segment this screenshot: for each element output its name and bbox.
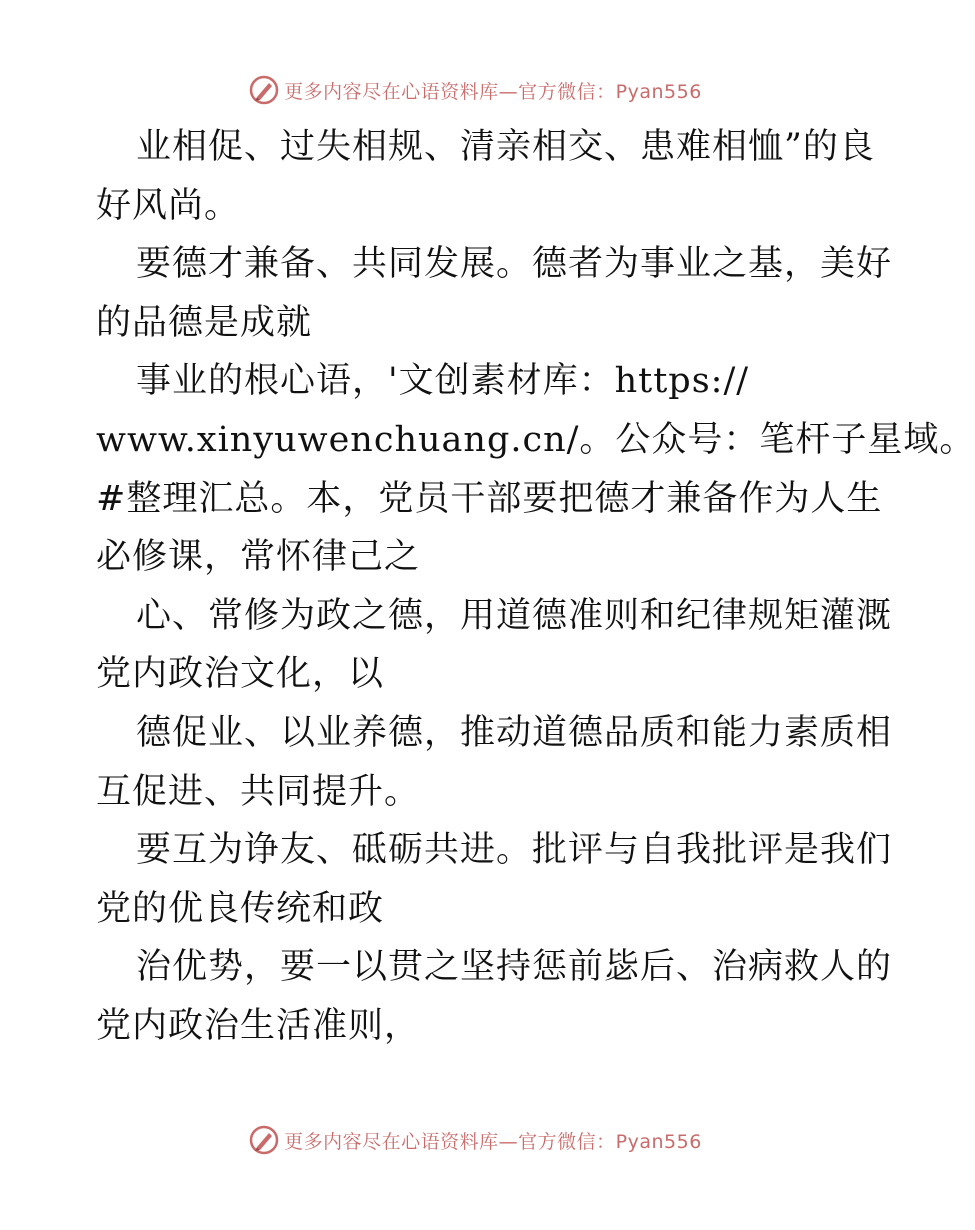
text-line: 治优势，要一以贯之坚持惩前毖后、治病救人的	[136, 947, 893, 988]
text-line: 好风尚。	[96, 185, 241, 226]
text-line: 心、常修为政之德，用道德准则和纪律规矩灌溉	[136, 595, 893, 636]
document-body	[96, 118, 975, 1056]
text-line: 要德才兼备、共同发展。德者为事业之基，美好	[136, 244, 893, 285]
text-line: 业相促、过失相规、清亲相交、患难相恤”的良	[136, 127, 875, 167]
text-line: 党的优良传统和政	[96, 888, 385, 929]
text-line: 党内政治生活准则，	[96, 1005, 421, 1046]
pen-logo-icon	[248, 1124, 280, 1156]
footer-banner	[0, 1120, 950, 1160]
header-banner-text: 更多内容尽在心语资料库—官方微信：Pyan556	[284, 80, 702, 103]
pen-logo-icon	[248, 74, 280, 106]
text-line: #整理汇总。本，党员干部要把德才兼备作为人生	[96, 478, 883, 519]
text-line: 必修课，常怀律己之	[96, 537, 421, 578]
text-line: 党内政治文化，以	[96, 654, 385, 695]
footer-banner-text: 更多内容尽在心语资料库—官方微信：Pyan556	[284, 1130, 702, 1153]
text-line: 德促业、以业养德，推动道德品质和能力素质相	[136, 712, 893, 753]
text-line: 的品德是成就	[96, 302, 313, 343]
text-line: www.xinyuwenchuang.cn/。公众号：笔杆子星域。	[96, 419, 975, 460]
text-line: 互促进、共同提升。	[96, 771, 421, 812]
text-line: 事业的根心语，'文创素材库：https://	[136, 361, 750, 402]
header-banner	[0, 70, 950, 110]
text-line: 要互为诤友、砥砺共进。批评与自我批评是我们	[136, 830, 893, 871]
